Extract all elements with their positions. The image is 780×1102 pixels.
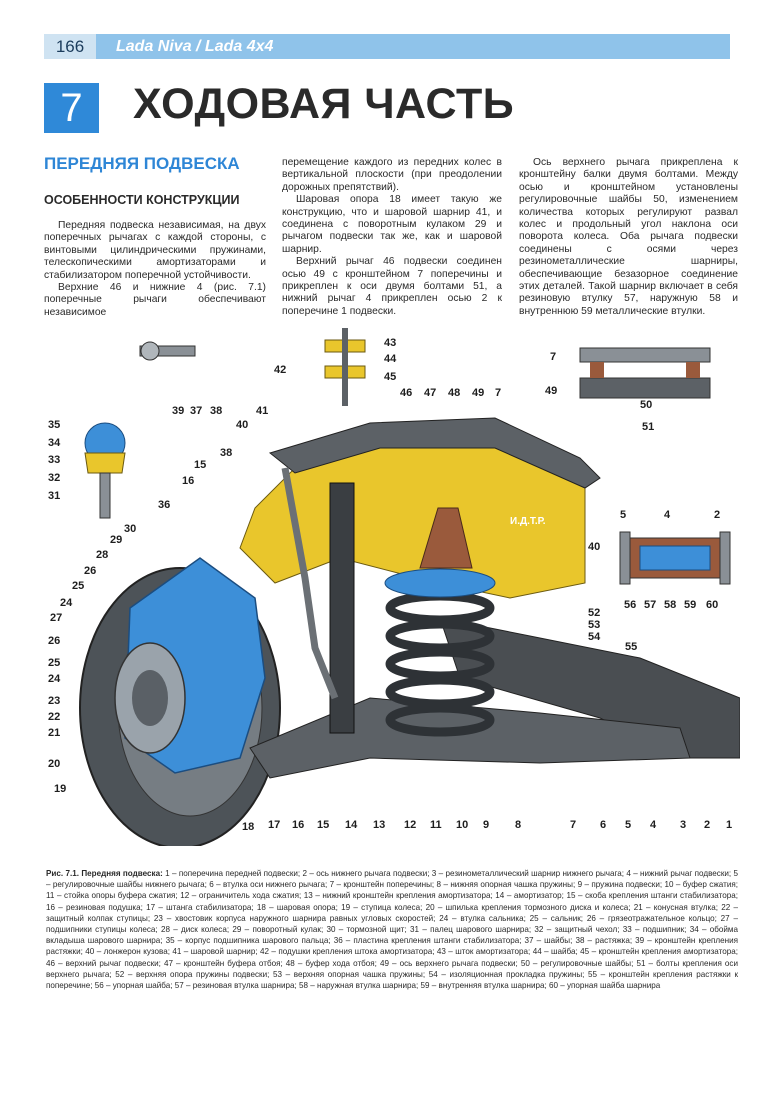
chapter-title: ХОДОВАЯ ЧАСТЬ (133, 80, 515, 128)
paragraph: перемещение каждого из передних колес в вертикальной плоскости (при преодолении дорожных препятствий). (282, 157, 502, 193)
suspension-diagram (40, 318, 740, 846)
text-column-1 (44, 220, 266, 319)
callout-42: 42 (274, 364, 287, 376)
callout-16: 16 (292, 819, 305, 831)
callout-26: 26 (48, 635, 61, 647)
callout-47: 47 (424, 387, 437, 399)
text-column-2 (282, 157, 502, 318)
callout-37: 37 (190, 405, 203, 417)
paragraph: Верхний рычаг 46 подвески соединен осью 49 с кронштейном 7 поперечины и прикреплен к оси двумя болтами 51, а нижний рычаг 4 прикреплен осью 2 к поперечине 1 подвески. (282, 256, 502, 317)
callout-7: 7 (570, 819, 577, 831)
callout-15b: 15 (194, 459, 207, 471)
callout-23: 23 (48, 695, 61, 707)
callout-50: 50 (640, 399, 653, 411)
callout-19: 19 (54, 783, 67, 795)
callout-11: 11 (430, 819, 442, 831)
callout-49b: 49 (545, 385, 558, 397)
callout-5: 5 (625, 819, 632, 831)
shock-mount-inset (325, 328, 365, 406)
callout-3: 3 (680, 819, 687, 831)
callout-9: 9 (483, 819, 490, 831)
callout-55: 55 (625, 641, 638, 653)
book-title: Lada Niva / Lada 4x4 (116, 38, 274, 55)
callout-40: 40 (236, 419, 249, 431)
callout-56: 56 (624, 599, 637, 611)
callout-16b: 16 (182, 475, 195, 487)
upper-arm-axle-inset (580, 348, 710, 398)
callout-6: 6 (600, 819, 607, 831)
spring-seat (385, 569, 495, 597)
paragraph: Шаровая опора 18 имеет такую же конструкцию, что и шаровой шарнир 41, и соединена с поворотным кулаком 29 и рычагом подвески так же, как и шаровой шарнир. (282, 194, 502, 255)
callout-58: 58 (664, 599, 677, 611)
paragraph: Верхние 46 и нижние 4 (рис. 7.1) поперечные рычаги обеспечивают независимое (44, 282, 266, 318)
callout-7c: 7 (550, 351, 557, 363)
callout-5b: 5 (620, 509, 627, 521)
callout-13: 13 (373, 819, 386, 831)
callout-17: 17 (268, 819, 281, 831)
callout-24: 24 (48, 673, 61, 685)
text-column-3 (519, 157, 738, 318)
callout-38: 38 (210, 405, 223, 417)
callout-41: 41 (256, 405, 269, 417)
callout-44: 44 (384, 353, 397, 365)
callout-59: 59 (684, 599, 697, 611)
callout-34: 34 (48, 437, 61, 449)
callout-7b: 7 (495, 387, 502, 399)
chapter-number: 7 (44, 83, 99, 133)
callout-22: 22 (48, 711, 61, 723)
caption-label: Рис. 7.1. Передняя подвеска: (46, 869, 163, 878)
callout-45: 45 (384, 371, 397, 383)
section-title: ПЕРЕДНЯЯ ПОДВЕСКА (44, 154, 240, 173)
callout-51: 51 (642, 421, 655, 433)
callout-4: 4 (650, 819, 657, 831)
callout-57: 57 (644, 599, 657, 611)
subsection-title: ОСОБЕННОСТИ КОНСТРУКЦИИ (44, 193, 240, 207)
callout-36: 36 (158, 499, 171, 511)
callout-29: 29 (110, 534, 123, 546)
callout-28: 28 (96, 549, 109, 561)
callout-26b: 26 (84, 565, 97, 577)
callout-12: 12 (404, 819, 417, 831)
callout-48: 48 (448, 387, 461, 399)
callout-27: 27 (50, 612, 63, 624)
callout-25: 25 (48, 657, 61, 669)
callout-60: 60 (706, 599, 719, 611)
paragraph: Передняя подвеска независимая, на двух поперечных рычагах с каждой стороны, с винтовыми цилиндрическими пружинами, телескопическими амортизаторами и стабилизатором поперечной устойчивости. (44, 220, 266, 281)
callout-43: 43 (384, 337, 397, 349)
callout-8: 8 (515, 819, 522, 831)
callout-40b: 40 (588, 541, 601, 553)
stud-inset (140, 342, 195, 360)
callout-30: 30 (124, 523, 137, 535)
callout-32: 32 (48, 472, 61, 484)
callout-33: 33 (48, 454, 61, 466)
callout-18: 18 (242, 821, 255, 833)
callout-20: 20 (48, 758, 61, 770)
callout-4b: 4 (664, 509, 671, 521)
callout-14: 14 (345, 819, 358, 831)
figure-caption (46, 868, 738, 991)
ball-joint-inset (85, 423, 125, 518)
watermark-label: И.Д.Т.Р. (510, 516, 546, 527)
paragraph: Ось верхнего рычага прикреплена к кронштейну балки двумя болтами. Между осью и кронштейном установлены регулировочные шайбы 50, изменением количества которых регулируют развал колес и продольный угол наклона оси поворота колеса. Оба рычага подвески соединены с осями через резинометаллические шарниры, обеспечивающие безазорное соединение этих деталей. Такой шарнир включает в себя резиновую втулку 57, наружную 58 и внутреннюю 59 металлические втулки. (519, 157, 738, 317)
caption-text: 1 – поперечина передней подвески; 2 – ось нижнего рычага подвески; 3 – резинометаллический шарнир нижнего рычага; 4 – нижний рычаг подвески; 5 – регулировочные шайбы нижнего рычага; 6 – втулка оси нижнего рычага; 7 – кронштейн поперечины; 8 – нижняя опорная чашка пружины; 9 – пружина подвески; 10 – буфер сжатия; 11 – стойка опоры буфера сжатия; 12 – ограничитель хода сжатия; 13 – нижний кронштейн крепления амортизатора; 14 – амортизатор; 15 – скоба крепления штанги стабилизатора; 16 – резиновая подушка; 17 – штанга стабилизатора; 18 – шаровая опора; 19 – ступица колеса; 20 – шпилька крепления тормозного диска и колеса; 21 – конусная втулка; 22 – защитный колпак ступицы; 23 – хвостовик корпуса наружного шарнира равных угловых скоростей; 24 – втулка сальника; 25 – сальник; 26 – грязеотражательное кольцо; 27 – подшипники ступицы колеса; 28 – диск колеса; 29 – поворотный кулак; 30 – тормозной щит; 31 – палец шарового шарнира; 32 – защитный чехол; 33 – подшипник; 34 – обойма вкладыша шарового шарнира; 35 – корпус подшипника шарового пальца; 36 – пластина крепления штанги стабилизатора; 37 – шайбы; 38 – растяжка; 39 – кронштейн крепления растяжки; 40 – лонжерон кузова; 41 – шаровой шарнир; 42 – подушки крепления штока амортизатора; 43 – шток амортизатора; 44 – шайба; 45 – кронштейн крепления амортизатора; 46 – верхний рычаг подвески; 47 – кронштейн буфера отбоя; 48 – буфер хода отбоя; 49 – ось верхнего рычага подвески; 50 – регулировочные шайбы; 51 – болты крепления оси верхнего рычага; 52 – верхняя опора пружины подвески; 53 – верхняя опорная чашка пружины; 54 – изоляционная прокладка пружины; 55 – кронштейн крепления растяжки к поперечине; 56 – упорная шайба; 57 – резиновая втулка шарнира; 58 – наружная втулка шарнира; 59 – внутренняя втулка шарнира; 60 – упорная шайба шарнира (46, 869, 738, 991)
callout-52: 52 (588, 607, 601, 619)
callout-31: 31 (48, 490, 61, 502)
callout-15: 15 (317, 819, 330, 831)
callout-49: 49 (472, 387, 485, 399)
callout-2b: 2 (714, 509, 721, 521)
callout-38b: 38 (220, 447, 233, 459)
callout-21: 21 (48, 727, 61, 739)
callout-2: 2 (704, 819, 711, 831)
bushing-inset (620, 532, 730, 584)
callout-39: 39 (172, 405, 185, 417)
callout-24b: 24 (60, 597, 73, 609)
page-number: 166 (44, 34, 96, 59)
callout-35: 35 (48, 419, 61, 431)
callout-53: 53 (588, 619, 601, 631)
callout-46: 46 (400, 387, 413, 399)
callout-1: 1 (726, 819, 733, 831)
callout-54: 54 (588, 631, 601, 643)
callout-25b: 25 (72, 580, 85, 592)
callout-10: 10 (456, 819, 469, 831)
